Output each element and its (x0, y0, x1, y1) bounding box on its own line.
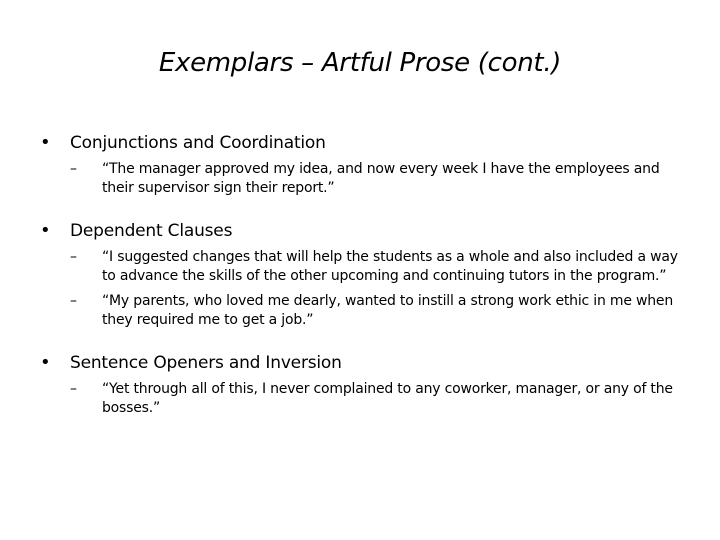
bullet-item-conjunctions (36, 130, 686, 198)
sub-item (70, 160, 686, 198)
bullet-label: Dependent Clauses (70, 221, 233, 241)
quote-text: “The manager approved my idea, and now every week I have the employees and their supervisor sign their report.” (102, 161, 660, 196)
bullet-label: Conjunctions and Coordination (70, 133, 326, 153)
bullet-list (36, 130, 686, 438)
bullet-item-sentence-openers (36, 350, 686, 418)
dash-icon: – (70, 293, 77, 309)
dash-icon: – (70, 161, 77, 177)
sub-list (70, 380, 686, 418)
bullet-dot-icon: • (40, 132, 51, 153)
quote-text: “My parents, who loved me dearly, wanted to instill a strong work ethic in me when they required me to get a job.” (102, 293, 674, 328)
dash-icon: – (70, 381, 77, 397)
sub-list (70, 160, 686, 198)
bullet-dot-icon: • (40, 220, 51, 241)
bullet-item-dependent-clauses (36, 218, 686, 330)
dash-icon: – (70, 249, 77, 265)
quote-text: “Yet through all of this, I never complained to any coworker, manager, or any of the bosses.” (102, 381, 673, 416)
slide-title: Exemplars – Artful Prose (cont.) (158, 48, 562, 78)
sub-item (70, 380, 686, 418)
bullet-dot-icon: • (40, 352, 51, 373)
quote-text: “I suggested changes that will help the students as a whole and also included a way to advance the skills of the other upcoming and continuing tutors in the program.” (102, 249, 678, 284)
sub-item (70, 292, 686, 330)
sub-list (70, 248, 686, 330)
bullet-label: Sentence Openers and Inversion (70, 353, 342, 373)
sub-item (70, 248, 686, 286)
